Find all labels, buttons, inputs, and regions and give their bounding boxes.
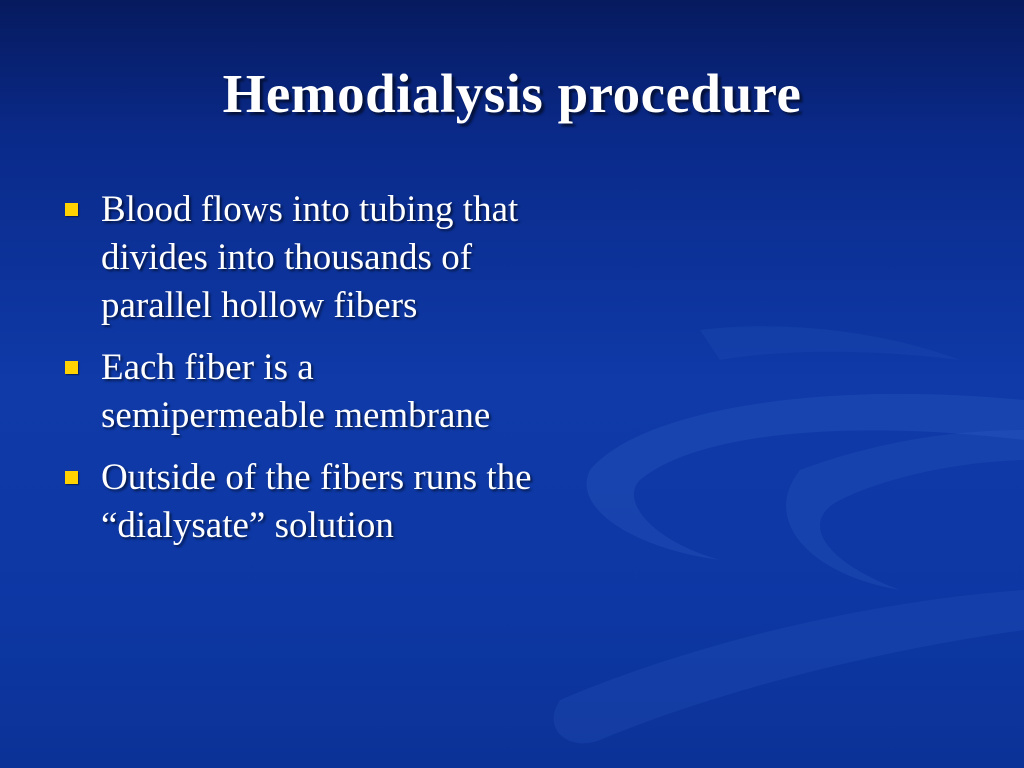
bullet-list <box>62 186 542 564</box>
bullet-text: Each fiber is a semipermeable membrane <box>101 347 491 436</box>
square-bullet-icon <box>65 203 78 216</box>
slide-title: Hemodialysis procedure <box>222 63 802 124</box>
square-bullet-icon <box>65 361 78 374</box>
square-bullet-icon <box>65 471 78 484</box>
bullet-text: Blood flows into tubing that divides into thousands of parallel hollow fibers <box>101 189 519 326</box>
bullet-item <box>62 454 542 550</box>
bullet-item <box>62 344 542 440</box>
bullet-item <box>62 186 542 330</box>
bullet-text: Outside of the fibers runs the “dialysate” solution <box>101 457 532 546</box>
